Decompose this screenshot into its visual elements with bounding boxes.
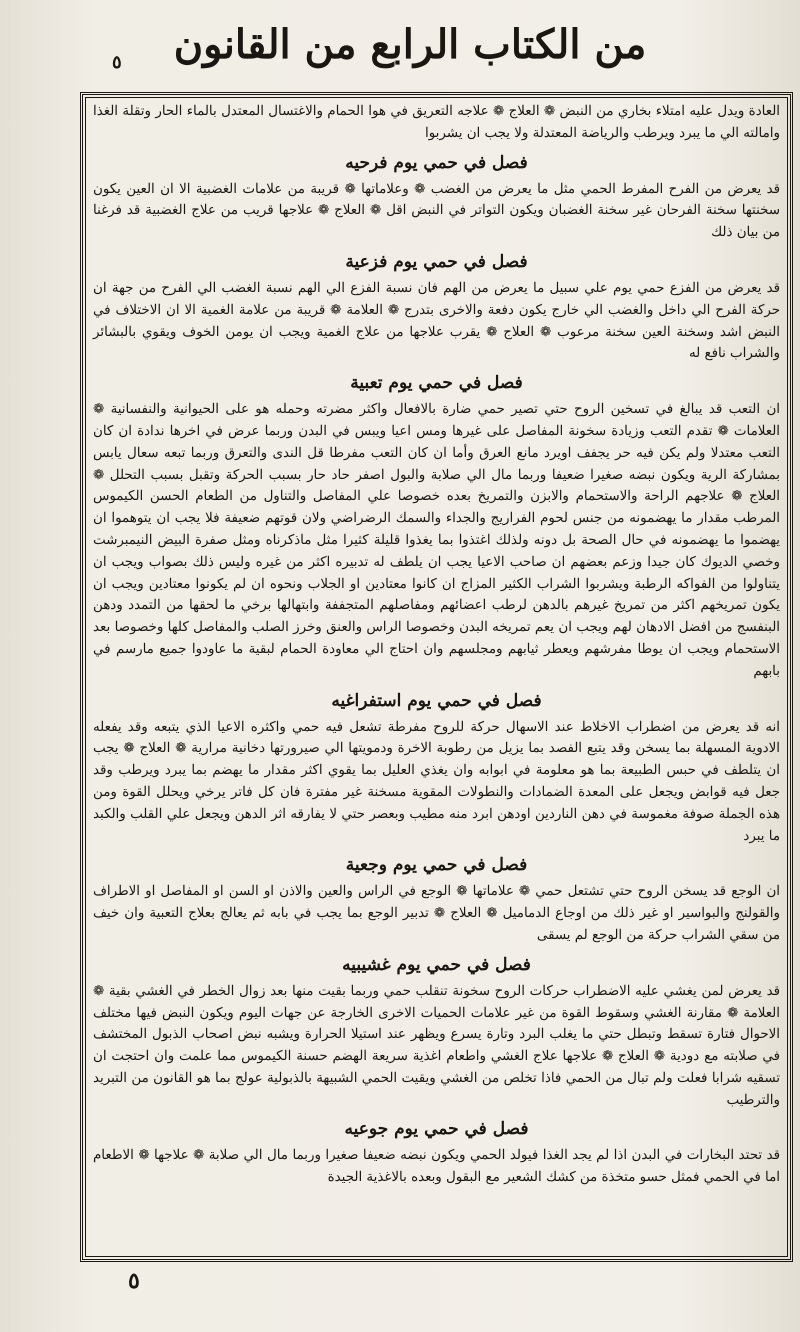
running-title: من الكتاب الرابع من القانون xyxy=(173,21,647,68)
page-number: ٥ xyxy=(112,52,122,73)
paragraph: العادة ويدل عليه امتلاء بخاري من النبض ❁ العلاج ❁ علاجه التعريق في هوا الحمام والاغتسال المعتدل بالماء الحار وتقلة الغذا وامالته الي ما يبرد ويرطب والرياضة المعتدلة ولا يجب ان يشربوا xyxy=(93,104,780,141)
paragraph: ان التعب قد يبالغ في تسخين الروح حتي تصير حمي ضارة بالافعال واكثر مضرته وحمله هو على الحيوانية والنفسانية ❁ العلامات ❁ تقدم التعب وزيادة سخونة المفاصل على غيرها ومس اعيا ويبس في البدن وربما عرض في اخرها ندادة ان كان التعب معتدلا ولم يكن فيه حر يجفف اويرد مانع العرق وأما ان كان التعب مفرطا قل الندى والتعرق وربما تبعه سعال يابس بمشاركة الرية ويكون نبضه صغيرا ضعيفا وربما مال الي صلابة والبول اصفر حاد حار بسبب الحركة وتقبل بسبب التحلل ❁ العلاج ❁ علاجهم الراحة والاستحمام والابزن والتمريخ بعده خصوصا علي المفاصل والتناول من الطعام الحسن الكيموس المرطب مقدار ما يهضمونه من جنس لحوم الفراريج والجداء والسمك الرضراضي ولان قوتهم ضعيفة فلا يجب ان يتوهموا ان يهضموا ما يهضمونه في حال الصحة بل دونه ولذلك اغتذوا بما يغذوا قليلة كثيرا مثل ماذكرناه ومثل صفرة البيض النيمبرشت وخصي الديوك كان جيدا وزعم بعضهم ان صاحب الاعيا يجب ان يلطف له تدبيره اكثر من غيره وليس ذلك بصواب ويجب ان يتناولوا من الفواكه الرطبة ويشربوا الشراب الكثير المزاج ان كانوا معتادين او الجلاب ونحوه ان لم يكونوا معتادين ويجب ان يكون تمريخهم اكثر من تمريخ غيرهم بالدهن لرطب اعضائهم ومفاصلهم المتجففة وابتهالها برخي ما لحقها من التمدد ودهن البنفسج من افضل الادهان لهم ويجب ان يعم تمريخه البدن وخصوصا الراس والعنق وخرز الصلب والمفاصل كلها وخصوصا بعد الاستحمام ويجب ان يوطا مفرشهم ويعطر ثيابهم ومجلسهم وان احتاج الي معاودة الحمام لبقية ما عاودوا جميع مارسم في بابهم xyxy=(93,402,780,679)
paragraph: قد تحتد البخارات في البدن اذا لم يجد الغذا فيولد الحمي ويكون نبضه ضعيفا صغيرا وربما مال الي صلابة ❁ علاجها ❁ الاطعام اما في الحمي فمثل حسو متخذة من كشك الشعير مع البقول وبعده بالاغذية الجيدة xyxy=(93,1148,780,1186)
section-heading: فصل في حمي يوم استفراغيه xyxy=(331,690,542,711)
paragraph: انه قد يعرض من اضطراب الاخلاط عند الاسهال حركة للروح مفرطة تشعل فيه حمي واكثره الاعيا الذي يتبعه وقد يفعله الادوية المسهلة بما يسخن وقد يتبع الفصد بما يزيل من رطوبة الاخرة ودمويتها الي صيرورتها دخانية مرارية ❁ العلاج ❁ يجب ان يتلطف في حبس الطبيعة بما هو معلومة في ابوابه وان يغذي العليل بما يقوي اكثر مقدار ما يهضم بما يبرد ويرطب وقد جعل فيه قوابض ويجعل على المعدة الضمادات والنطولات المقوية مسخنة غير مفترة فان كل فاتر يرخي ويحلل القوة ومن هذه الجملة صوفة مغموسة في دهن الناردين اودهن ابرد منه مطيب وبعصر حتي لا يفارقه اثر الدهن ويجعل علي القلب والكبد ما يبرد xyxy=(93,719,780,844)
section-heading: فصل في حمي يوم فرحيه xyxy=(345,152,528,173)
section-heading: فصل في حمي يوم تعبية xyxy=(350,373,523,394)
paragraph: قد يعرض من الفزع حمي يوم علي سبيل ما يعرض من الهم فان نسبة الفزع الي الهم نسبة الغضب الي الفرح من جهة ان حركة الفرح الي داخل والغضب الي خارج يكون دفعة والاخرى بتدرج ❁ العلامة ❁ قريبة من علامة الغمية الا ان الاختلاف في النبض اشد وسخنة العين سخنة مرعوب ❁ العلاج ❁ يقرب علاجها من علاج الغمية ويجب ان يومن الخوف ويقوي بالبشائر والشراب نافع له xyxy=(93,280,780,362)
footer-page-mark: ٥ xyxy=(128,1268,140,1294)
section-heading: فصل في حمي يوم غشيبيه xyxy=(342,954,531,975)
text-frame xyxy=(80,92,793,1262)
paragraph: قد يعرض لمن يغشي عليه الاضطراب حركات الروح سخونة تنقلب حمي وربما بقيت منها بعد زوال الخطر في الغشي بقية ❁ العلامة ❁ مقارنة الغشي وسقوط القوة من غير علامات الحميات الاخرى الخارجة عن جهات اليوم ويكون النبض فيها مختلف الاحوال فتارة تسقط وتبطل حتي ما يغلب البرد وتارة يسرع ويظهر عند استيلا الحرارة ويشبه نبض اصحاب الذبول المختشف في صلابته مع دودية ❁ العلاج ❁ علاجها علاج الغشي واطعام اغذية سريعة الهضم حسنة الكيموس مما علمت وان احتجت ان تسقيه شرابا فعلت ولم تبال من الحمي فاذا تخلص من الغشي ويقيت الحمي الشبيهة بالذبولية عولج بما هو القانون من التبريد والترطيب xyxy=(93,983,780,1108)
section-heading: فصل في حمي يوم وجعية xyxy=(345,855,528,876)
section-heading: فصل في حمي يوم فزعية xyxy=(345,251,528,272)
body-text xyxy=(93,101,780,1189)
section-heading: فصل في حمي يوم جوعيه xyxy=(344,1119,529,1140)
paragraph: ان الوجع قد يسخن الروح حتي تشتعل حمي ❁ علاماتها ❁ الوجع في الراس والعين والاذن او السن او المفاصل او الاطراف والقولنج والبواسير او غير ذلك من اوجاع الدماميل ❁ العلاج ❁ تدبير الوجع بما يجب في بابه ثم يعالج بعلاج التعبية وان خيف من سقي الشراب حركة من الوجع لم يسقى xyxy=(93,884,780,943)
paragraph: قد يعرض من الفرح المفرط الحمي مثل ما يعرض من الغضب ❁ وعلاماتها ❁ قريبة من علامات الغضبية الا ان العين يكون سخنتها سخنة الفرحان غير سخنة الغضبان ويكون التواتر في النبض اقل ❁ العلاج ❁ علاجها قريب من علاج الغضبية قد فرغنا من بيان ذلك xyxy=(93,181,780,241)
page-header xyxy=(60,10,760,88)
